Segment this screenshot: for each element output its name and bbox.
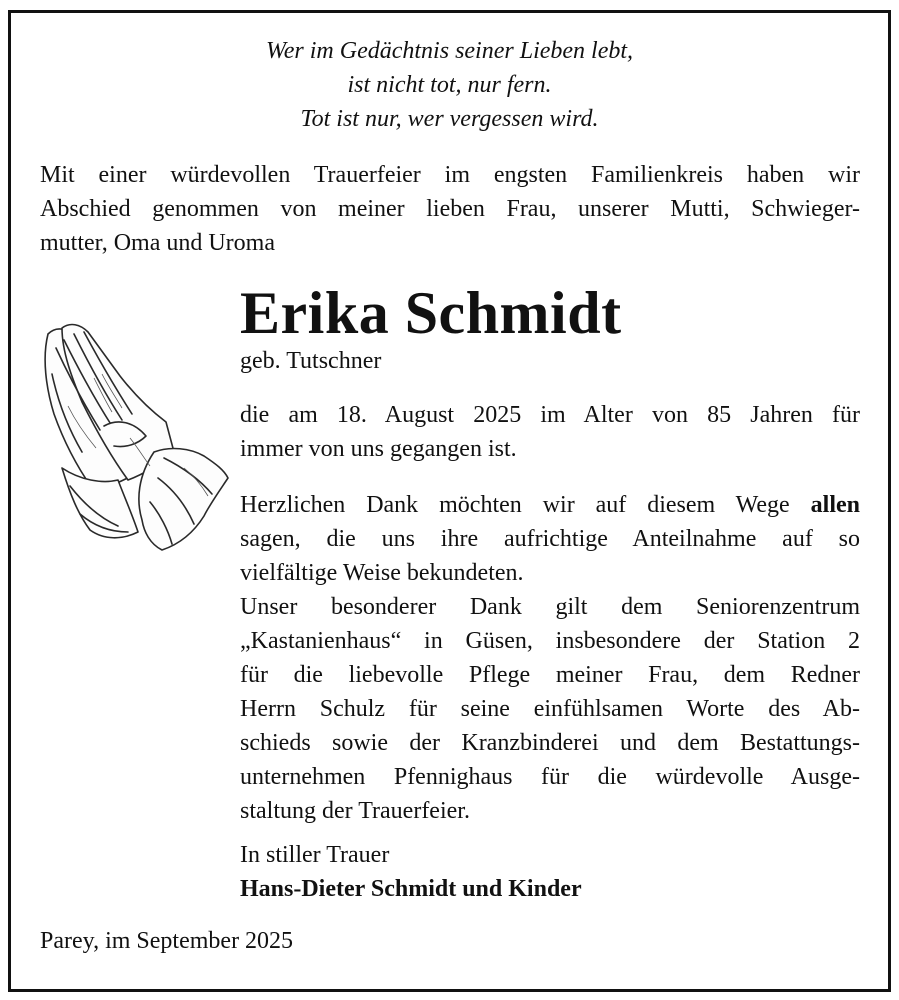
signoff-greeting: In stiller Trauer: [240, 842, 390, 868]
birth-name: geb. Tutschner: [240, 348, 382, 374]
thanks-paragraph: [240, 488, 860, 590]
special-thanks-line: unternehmen Pfennighaus für die würdevolle Ausge-: [240, 764, 860, 790]
quote-line: Wer im Gedächtnis seiner Lieben lebt,: [265, 38, 634, 64]
place-date: Parey, im September 2025: [40, 928, 294, 954]
mourners-names: Hans-Dieter Schmidt und Kinder: [240, 876, 582, 902]
thanks-emphasis: allen: [810, 492, 860, 518]
special-thanks-line: für die liebevolle Pflege meiner Frau, dem Redner: [240, 662, 860, 688]
passing-line: immer von uns gegangen ist.: [240, 436, 517, 462]
intro-line: mutter, Oma und Uroma: [40, 230, 275, 256]
deceased-name: Erika Schmidt: [240, 280, 622, 346]
special-thanks-paragraph: [240, 590, 860, 828]
special-thanks-line: schieds sowie der Kranzbinderei und dem Bestattungs-: [240, 730, 860, 756]
thanks-line: sagen, die uns ihre aufrichtige Anteilnahme auf so: [240, 526, 860, 552]
special-thanks-line: Herrn Schulz für seine einfühlsamen Worte des Ab-: [240, 696, 860, 722]
passing-line: die am 18. August 2025 im Alter von 85 Jahren für: [240, 402, 860, 428]
intro-line: Mit einer würdevollen Trauerfeier im engsten Familienkreis haben wir: [40, 162, 860, 188]
special-thanks-line: staltung der Trauerfeier.: [240, 798, 470, 824]
passing-paragraph: [240, 398, 860, 466]
thanks-line-prefix: Herzlichen Dank möchten wir auf diesem Wege: [240, 492, 790, 518]
praying-hands-icon: [34, 318, 230, 554]
special-thanks-line: „Kastanienhaus“ in Güsen, insbesondere der Station 2: [240, 628, 860, 654]
special-thanks-line: Unser besonderer Dank gilt dem Seniorenzentrum: [240, 594, 860, 620]
memorial-quote: [0, 34, 899, 136]
thanks-line: [240, 488, 860, 522]
signoff: [240, 838, 582, 906]
intro-line: Abschied genommen von meiner lieben Frau, unserer Mutti, Schwieger-: [40, 196, 860, 222]
quote-line: ist nicht tot, nur fern.: [347, 72, 552, 98]
thanks-line: vielfältige Weise bekundeten.: [240, 560, 524, 586]
quote-line: Tot ist nur, wer vergessen wird.: [300, 106, 599, 132]
intro-paragraph: [40, 158, 860, 260]
